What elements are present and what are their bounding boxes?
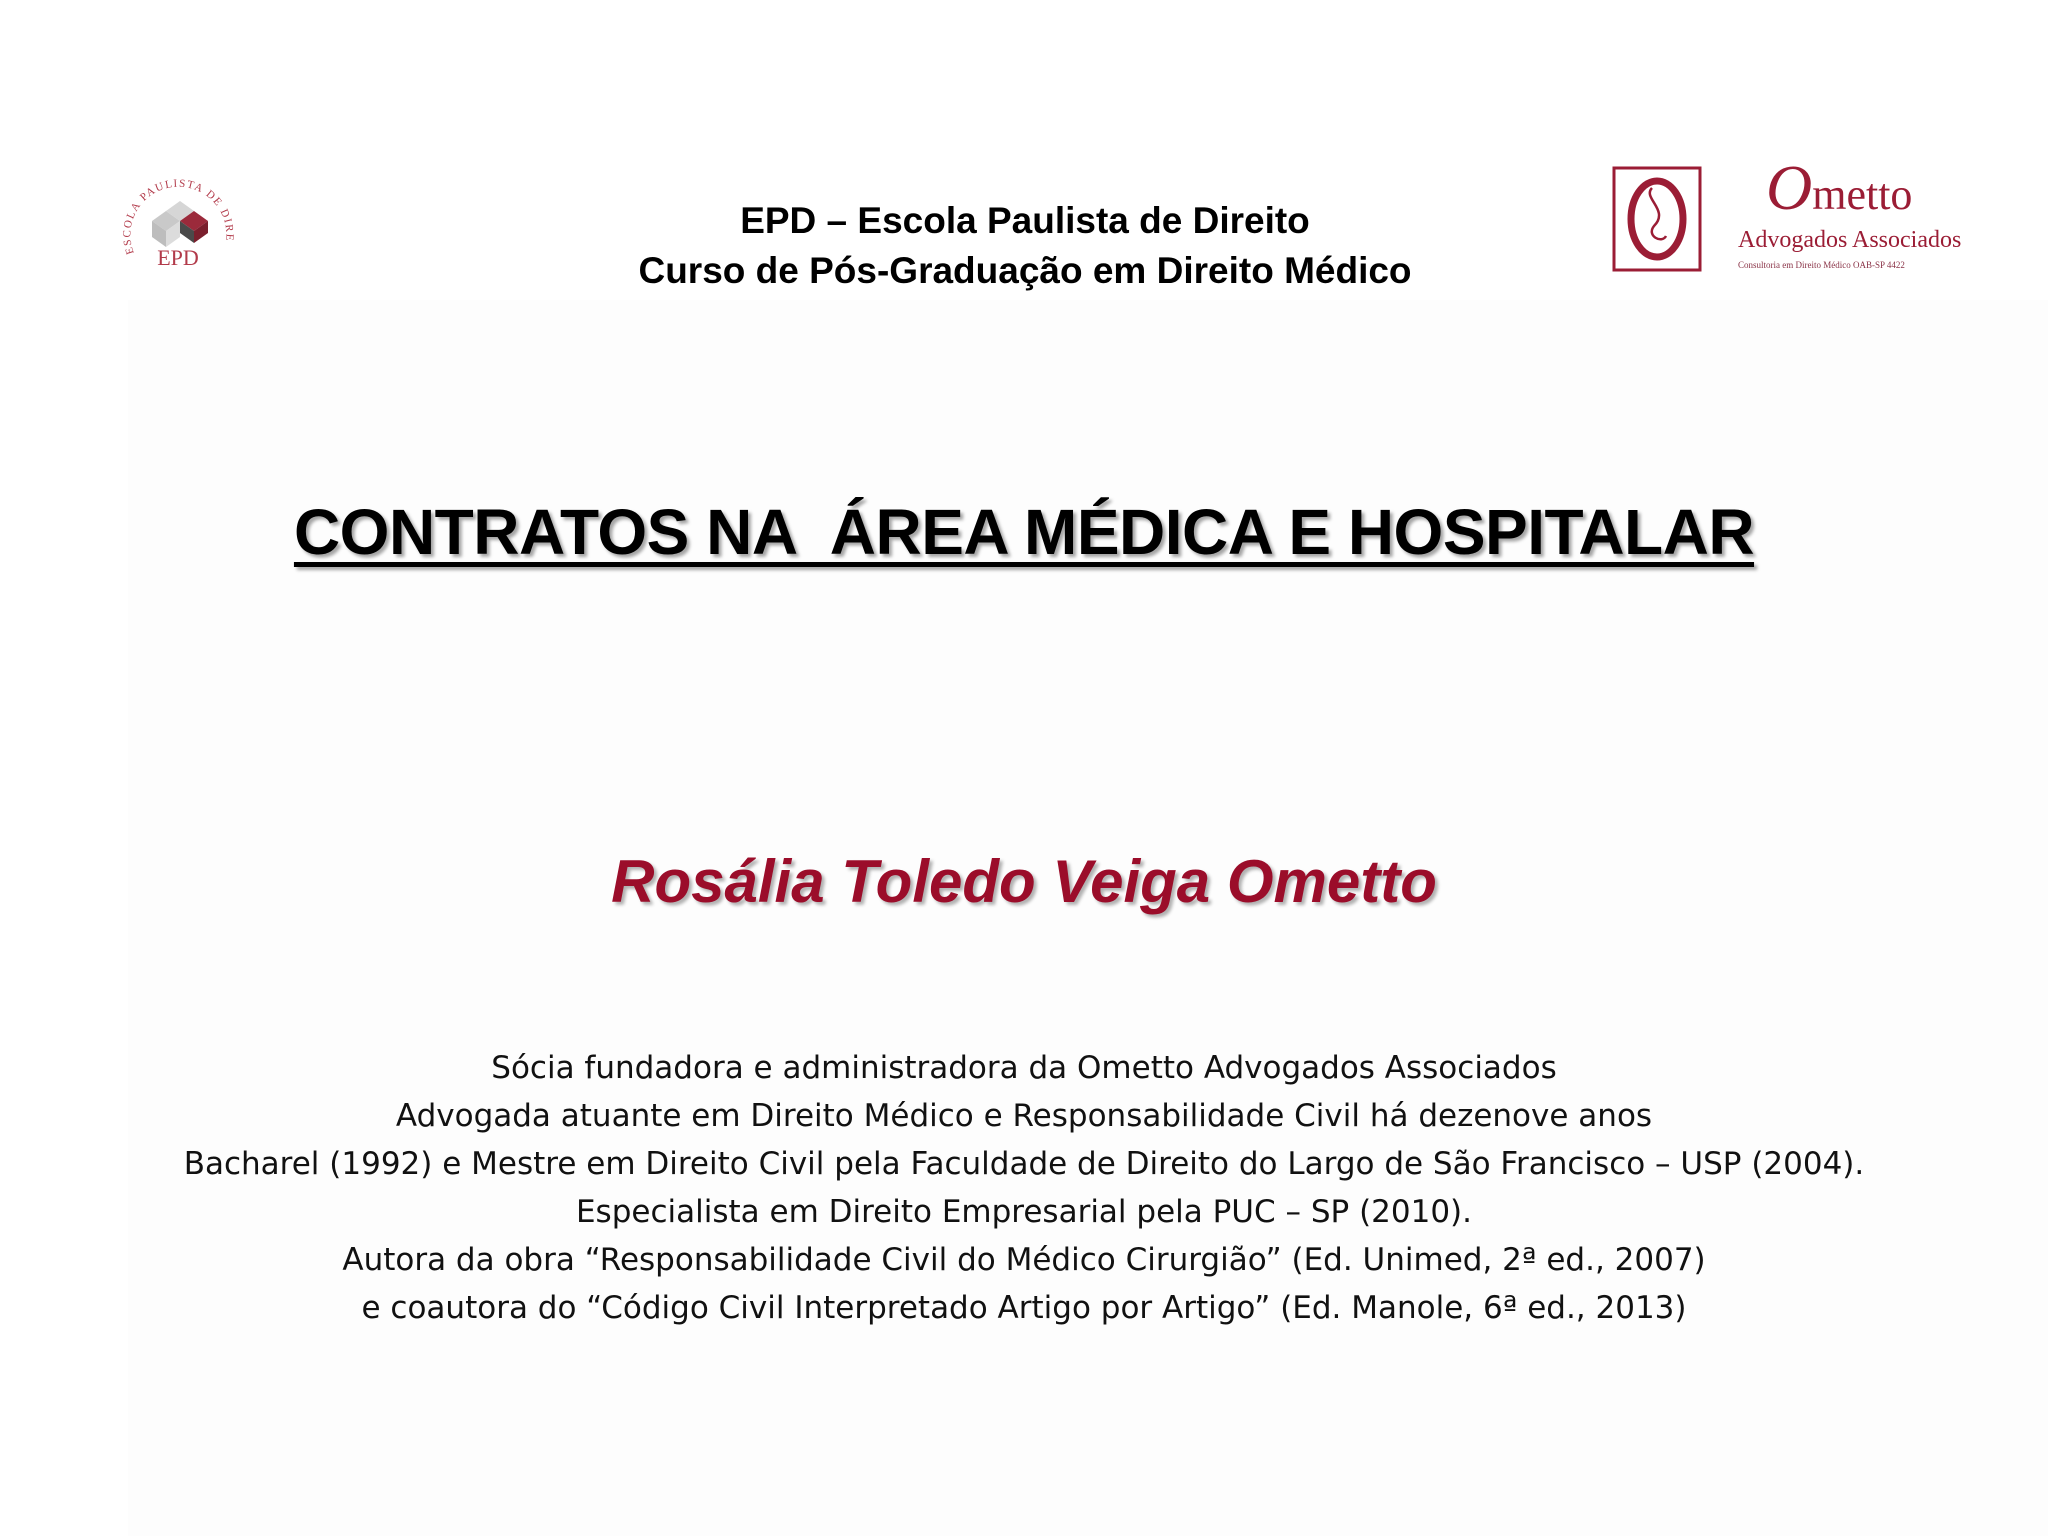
bio-line: Bacharel (1992) e Mestre em Direito Civil pela Faculdade de Direito do Largo de São Francisco – USP (2004). <box>183 1146 1865 1182</box>
institution-name: EPD – Escola Paulista de Direito <box>740 200 1310 241</box>
epd-logo-graphic <box>108 155 248 295</box>
bio-line: Autora da obra “Responsabilidade Civil do Médico Cirurgião” (Ed. Unimed, 2ª ed., 2007) <box>342 1242 1706 1278</box>
epd-logo <box>108 155 248 295</box>
ometto-wordmark <box>1726 152 1966 278</box>
bio-line: e coautora do “Código Civil Interpretado Artigo por Artigo” (Ed. Manole, 6ª ed., 2013) <box>361 1290 1687 1326</box>
header <box>400 196 1650 296</box>
epd-abbr: EPD <box>157 245 199 270</box>
bio-line: Advogada atuante em Direito Médico e Responsabilidade Civil há dezenove anos <box>395 1098 1653 1134</box>
bio-line: Especialista em Direito Empresarial pela PUC – SP (2010). <box>575 1194 1473 1230</box>
ometto-subtitle: Advogados Associados <box>1738 227 1962 253</box>
ometto-name <box>1766 152 1913 225</box>
course-name: Curso de Pós-Graduação em Direito Médico <box>638 250 1412 291</box>
ometto-tagline: Consultoria em Direito Médico OAB-SP 4422 <box>1738 260 1905 270</box>
epd-ring-text: ESCOLA PAULISTA DE DIRE <box>121 177 236 256</box>
bio-line: Sócia fundadora e administradora da Ometto Advogados Associados <box>491 1050 1557 1086</box>
ometto-monogram-icon <box>1612 166 1702 272</box>
ometto-name-rest: metto <box>1812 170 1913 219</box>
author-bio <box>0 1044 2048 1332</box>
slide-title: CONTRATOS NA ÁREA MÉDICA E HOSPITALAR <box>293 496 1755 568</box>
ometto-initial: O <box>1766 152 1813 223</box>
author-name: Rosália Toledo Veiga Ometto <box>611 848 1437 915</box>
